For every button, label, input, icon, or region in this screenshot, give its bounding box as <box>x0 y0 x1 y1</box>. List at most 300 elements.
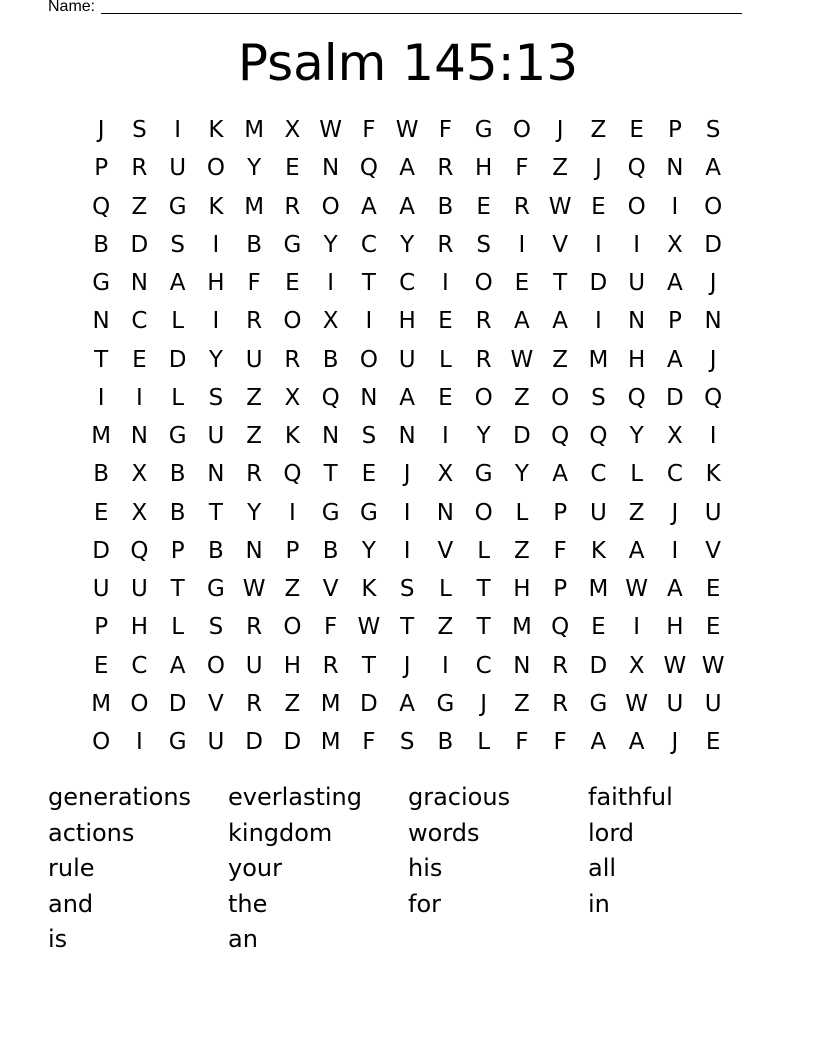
grid-letter: B <box>437 193 454 220</box>
word-item: kingdom <box>228 818 333 847</box>
grid-letter: I <box>441 270 449 297</box>
grid-letter: W <box>242 576 266 603</box>
grid-letter: N <box>628 308 646 335</box>
grid-letter: U <box>130 576 148 603</box>
grid-letter: D <box>283 729 302 756</box>
grid-letter: S <box>132 117 147 144</box>
grid-letter: B <box>246 231 263 258</box>
grid-letter: L <box>438 346 452 373</box>
grid-letter: C <box>360 231 377 258</box>
grid-letter: O <box>283 614 302 641</box>
grid-letter: W <box>510 346 534 373</box>
grid-letter: U <box>704 690 722 717</box>
grid-letter: T <box>476 614 491 641</box>
grid-letter: M <box>244 193 265 220</box>
grid-letter: R <box>437 231 454 258</box>
grid-letter: Q <box>589 423 608 450</box>
grid-letter: I <box>403 537 411 564</box>
grid-letter: Z <box>246 384 262 411</box>
grid-letter: T <box>323 461 338 488</box>
grid-letter: Q <box>321 384 340 411</box>
word-item: lord <box>588 818 635 847</box>
grid-letter: R <box>437 155 454 182</box>
grid-letter: Y <box>247 499 262 526</box>
grid-letter: G <box>436 690 455 717</box>
grid-letter: U <box>245 346 263 373</box>
grid-letter: B <box>207 537 224 564</box>
grid-letter: O <box>283 308 302 335</box>
grid-letter: T <box>361 270 376 297</box>
grid-letter: V <box>552 231 568 258</box>
grid-letter: A <box>705 155 721 182</box>
grid-letter: N <box>245 537 263 564</box>
word-item: the <box>228 889 268 918</box>
grid-letter: A <box>399 155 415 182</box>
grid-letter: O <box>92 729 111 756</box>
grid-letter: A <box>667 346 683 373</box>
grid-letter: G <box>321 499 340 526</box>
grid-letter: R <box>284 346 301 373</box>
grid-letter: E <box>93 652 109 679</box>
grid-letter: U <box>245 652 263 679</box>
grid-letter: D <box>92 537 110 564</box>
grid-letter: Y <box>514 461 529 488</box>
grid-letter: O <box>474 499 493 526</box>
grid-letter: I <box>288 499 296 526</box>
grid-letter: T <box>476 576 491 603</box>
word-bank <box>48 780 768 958</box>
grid-letter: U <box>666 690 684 717</box>
grid-letter: E <box>476 193 491 220</box>
grid-letter: X <box>284 117 301 144</box>
grid-letter: X <box>131 461 148 488</box>
grid-letter: F <box>553 537 567 564</box>
word-item: faithful <box>588 783 673 811</box>
grid-letter: J <box>97 117 105 144</box>
grid-letter: N <box>130 270 148 297</box>
grid-letter: O <box>474 384 493 411</box>
grid-letter: N <box>322 155 340 182</box>
grid-letter: J <box>403 461 411 488</box>
grid-letter: E <box>705 614 721 641</box>
grid-letter: F <box>438 117 452 144</box>
word-item: in <box>588 889 610 918</box>
grid-letter: E <box>705 576 721 603</box>
grid-letter: V <box>322 576 339 603</box>
grid-letter: P <box>553 576 568 603</box>
grid-letter: I <box>212 308 220 335</box>
grid-letter: L <box>477 537 491 564</box>
grid-letter: P <box>94 155 109 182</box>
grid-letter: E <box>132 346 147 373</box>
grid-letter: G <box>168 423 187 450</box>
page-title: Psalm 145:13 <box>237 34 579 92</box>
grid-letter: F <box>515 155 529 182</box>
grid-letter: P <box>667 117 682 144</box>
grid-letter: K <box>705 461 721 488</box>
grid-letter: F <box>515 729 529 756</box>
word-item: all <box>588 854 617 882</box>
grid-letter: M <box>91 423 112 450</box>
grid-letter: A <box>169 652 186 679</box>
word-item: everlasting <box>228 783 363 811</box>
grid-letter: R <box>131 155 148 182</box>
grid-letter: Y <box>323 231 338 258</box>
grid-letter: V <box>705 537 721 564</box>
grid-letter: B <box>93 461 110 488</box>
grid-letter: S <box>705 117 721 144</box>
grid-letter: A <box>552 461 568 488</box>
grid-letter: R <box>552 652 569 679</box>
grid-letter: W <box>701 652 725 679</box>
grid-letter: T <box>94 346 109 373</box>
grid-letter: Q <box>359 155 378 182</box>
grid-letter: E <box>591 193 606 220</box>
grid-letter: B <box>169 461 186 488</box>
grid-letter: K <box>361 576 377 603</box>
grid-letter: A <box>399 193 415 220</box>
grid-letter: I <box>594 308 602 335</box>
grid-letter: R <box>246 690 263 717</box>
grid-letter: H <box>130 614 149 641</box>
grid-letter: I <box>518 231 526 258</box>
grid-letter: S <box>399 729 415 756</box>
grid-letter: P <box>553 499 568 526</box>
grid-letter: R <box>552 690 569 717</box>
grid-letter: I <box>594 231 602 258</box>
grid-letter: U <box>398 346 416 373</box>
grid-letter: Y <box>247 155 262 182</box>
grid-letter: R <box>246 461 263 488</box>
grid-letter: H <box>283 652 302 679</box>
grid-letter: Z <box>437 614 454 641</box>
grid-letter: D <box>589 270 608 297</box>
word-item: rule <box>48 854 95 882</box>
grid-letter: T <box>553 270 568 297</box>
word-item: is <box>48 925 68 953</box>
grid-letter: M <box>588 576 609 603</box>
grid-letter: D <box>666 384 684 411</box>
grid-letter: N <box>360 384 378 411</box>
grid-letter: X <box>131 499 148 526</box>
grid-letter: O <box>627 193 646 220</box>
grid-letter: V <box>208 690 224 717</box>
grid-letter: H <box>207 270 225 297</box>
grid-letter: E <box>285 155 300 182</box>
grid-letter: T <box>170 576 185 603</box>
grid-letter: I <box>671 193 679 220</box>
grid-letter: W <box>395 117 419 144</box>
grid-letter: D <box>245 729 263 756</box>
grid-letter: U <box>704 499 722 526</box>
grid-letter: Z <box>628 499 645 526</box>
grid-letter: O <box>551 384 570 411</box>
grid-letter: B <box>169 499 186 526</box>
grid-letter: A <box>399 690 415 717</box>
grid-letter: I <box>441 652 449 679</box>
grid-letter: D <box>589 652 608 679</box>
grid-letter: B <box>322 346 339 373</box>
grid-letter: E <box>93 499 109 526</box>
grid-letter: N <box>436 499 454 526</box>
grid-letter: C <box>475 652 492 679</box>
grid-letter: M <box>588 346 609 373</box>
grid-letter: T <box>400 614 415 641</box>
grid-letter: G <box>589 690 608 717</box>
grid-letter: Y <box>476 423 491 450</box>
grid-letter: Z <box>552 346 568 373</box>
grid-letter: Z <box>284 576 301 603</box>
grid-letter: G <box>474 461 493 488</box>
grid-letter: Z <box>552 155 568 182</box>
word-item: actions <box>48 818 135 847</box>
grid-letter: W <box>625 576 648 603</box>
grid-letter: M <box>320 690 341 717</box>
grid-letter: P <box>285 537 300 564</box>
grid-letter: Q <box>283 461 302 488</box>
grid-letter: K <box>590 537 606 564</box>
grid-letter: Z <box>513 537 530 564</box>
grid-letter: O <box>206 155 225 182</box>
grid-letter: E <box>438 384 453 411</box>
grid-letter: K <box>284 423 300 450</box>
grid-letter: Y <box>208 346 223 373</box>
grid-letter: Q <box>627 384 646 411</box>
grid-letter: R <box>246 308 263 335</box>
letter-grid <box>82 111 732 761</box>
grid-letter: H <box>627 346 646 373</box>
grid-letter: W <box>319 117 342 144</box>
name-label: Name: <box>48 0 96 15</box>
grid-letter: O <box>206 652 225 679</box>
grid-letter: U <box>207 729 225 756</box>
grid-letter: S <box>361 423 377 450</box>
grid-letter: J <box>709 346 717 373</box>
grid-letter: U <box>207 423 225 450</box>
grid-letter: E <box>361 461 377 488</box>
grid-letter: N <box>666 155 684 182</box>
grid-letter: J <box>709 270 717 297</box>
grid-letter: T <box>208 499 223 526</box>
grid-letter: D <box>704 231 722 258</box>
grid-letter: R <box>322 652 339 679</box>
grid-letter: D <box>168 346 187 373</box>
grid-letter: L <box>171 384 185 411</box>
grid-letter: D <box>360 690 378 717</box>
grid-letter: X <box>322 308 339 335</box>
grid-letter: G <box>359 499 378 526</box>
grid-letter: N <box>704 308 722 335</box>
word-item: for <box>408 889 441 918</box>
grid-letter: B <box>93 231 110 258</box>
grid-letter: C <box>131 652 148 679</box>
grid-letter: A <box>628 537 645 564</box>
grid-letter: F <box>362 729 376 756</box>
grid-letter: C <box>666 461 683 488</box>
grid-letter: V <box>437 537 454 564</box>
grid-letter: Z <box>590 117 607 144</box>
grid-letter: J <box>556 117 564 144</box>
word-item: your <box>228 854 282 882</box>
grid-letter: Z <box>246 423 262 450</box>
grid-letter: A <box>361 193 377 220</box>
name-field <box>48 0 742 17</box>
grid-letter: E <box>629 117 644 144</box>
word-item: his <box>408 854 443 882</box>
grid-letter: R <box>513 193 530 220</box>
grid-letter: Y <box>400 231 415 258</box>
grid-letter: I <box>709 423 717 450</box>
grid-letter: O <box>474 270 493 297</box>
grid-letter: O <box>512 117 531 144</box>
grid-letter: F <box>247 270 261 297</box>
grid-letter: R <box>284 193 301 220</box>
grid-letter: I <box>633 614 641 641</box>
grid-letter: G <box>168 193 187 220</box>
word-item: and <box>48 889 94 918</box>
grid-letter: Z <box>284 690 301 717</box>
grid-letter: G <box>92 270 111 297</box>
grid-letter: B <box>322 537 339 564</box>
grid-letter: H <box>513 576 531 603</box>
grid-letter: Q <box>130 537 149 564</box>
grid-letter: I <box>633 231 641 258</box>
grid-letter: O <box>704 193 723 220</box>
grid-letter: P <box>94 614 109 641</box>
grid-letter: E <box>285 270 300 297</box>
grid-letter: N <box>130 423 148 450</box>
grid-letter: E <box>514 270 530 297</box>
grid-letter: N <box>322 423 340 450</box>
grid-letter: W <box>548 193 572 220</box>
grid-letter: N <box>92 308 110 335</box>
grid-letter: G <box>474 117 493 144</box>
grid-letter: I <box>135 384 143 411</box>
grid-letter: A <box>667 270 683 297</box>
grid-letter: I <box>327 270 335 297</box>
grid-letter: E <box>438 308 453 335</box>
grid-letter: C <box>131 308 148 335</box>
grid-letter: C <box>399 270 416 297</box>
grid-letter: X <box>284 384 301 411</box>
grid-letter: M <box>91 690 112 717</box>
grid-letter: N <box>398 423 416 450</box>
grid-letter: L <box>515 499 529 526</box>
grid-letter: S <box>208 384 224 411</box>
grid-letter: A <box>667 576 683 603</box>
grid-letter: L <box>171 614 185 641</box>
grid-letter: I <box>365 308 373 335</box>
grid-letter: M <box>511 614 532 641</box>
grid-letter: O <box>359 346 378 373</box>
grid-letter: R <box>246 614 263 641</box>
grid-letter: M <box>320 729 341 756</box>
grid-letter: W <box>663 652 687 679</box>
grid-letter: H <box>666 614 684 641</box>
grid-letter: F <box>362 117 376 144</box>
grid-letter: J <box>671 729 679 756</box>
grid-letter: E <box>705 729 721 756</box>
grid-letter: Q <box>551 423 570 450</box>
grid-letter: G <box>206 576 225 603</box>
grid-letter: L <box>477 729 491 756</box>
grid-letter: A <box>628 729 645 756</box>
grid-letter: Y <box>361 537 376 564</box>
grid-letter: D <box>168 690 187 717</box>
grid-letter: U <box>92 576 110 603</box>
grid-letter: F <box>553 729 567 756</box>
grid-letter: U <box>628 270 646 297</box>
grid-letter: K <box>208 117 224 144</box>
grid-letter: S <box>476 231 491 258</box>
grid-letter: Y <box>629 423 644 450</box>
grid-letter: I <box>671 537 679 564</box>
grid-letter: I <box>174 117 182 144</box>
grid-letter: X <box>666 231 683 258</box>
grid-letter: M <box>244 117 265 144</box>
grid-letter: J <box>403 652 411 679</box>
grid-letter: U <box>589 499 607 526</box>
grid-letter: S <box>170 231 185 258</box>
word-item: generations <box>48 783 192 811</box>
grid-letter: D <box>513 423 531 450</box>
grid-letter: A <box>399 384 415 411</box>
grid-letter: A <box>514 308 530 335</box>
grid-letter: A <box>552 308 568 335</box>
grid-letter: G <box>283 231 302 258</box>
grid-letter: G <box>168 729 187 756</box>
grid-letter: E <box>591 614 606 641</box>
grid-letter: P <box>667 308 682 335</box>
grid-letter: B <box>437 729 454 756</box>
grid-letter: I <box>441 423 449 450</box>
grid-letter: O <box>130 690 149 717</box>
grid-letter: Z <box>513 690 530 717</box>
grid-letter: U <box>169 155 187 182</box>
grid-letter: F <box>324 614 338 641</box>
grid-letter: N <box>207 461 225 488</box>
grid-letter: Z <box>513 384 530 411</box>
grid-letter: X <box>437 461 454 488</box>
grid-letter: J <box>480 690 488 717</box>
grid-letter: X <box>666 423 683 450</box>
name-underline <box>101 0 742 14</box>
word-item: an <box>228 925 258 953</box>
grid-letter: W <box>357 614 381 641</box>
grid-letter: I <box>135 729 143 756</box>
grid-letter: O <box>321 193 340 220</box>
grid-letter: W <box>625 690 648 717</box>
grid-letter: Q <box>92 193 111 220</box>
grid-letter: L <box>171 308 185 335</box>
grid-letter: D <box>130 231 149 258</box>
word-item: gracious <box>408 783 511 811</box>
grid-letter: I <box>212 231 220 258</box>
grid-letter: I <box>403 499 411 526</box>
grid-letter: R <box>475 308 492 335</box>
grid-letter: S <box>208 614 224 641</box>
grid-letter: T <box>361 652 376 679</box>
grid-letter: K <box>208 193 224 220</box>
grid-letter: J <box>671 499 679 526</box>
grid-letter: Z <box>131 193 148 220</box>
grid-letter: A <box>590 729 607 756</box>
grid-letter: R <box>475 346 492 373</box>
word-item: words <box>408 818 480 847</box>
grid-letter: Q <box>704 384 723 411</box>
grid-letter: Q <box>551 614 570 641</box>
grid-letter: S <box>591 384 606 411</box>
